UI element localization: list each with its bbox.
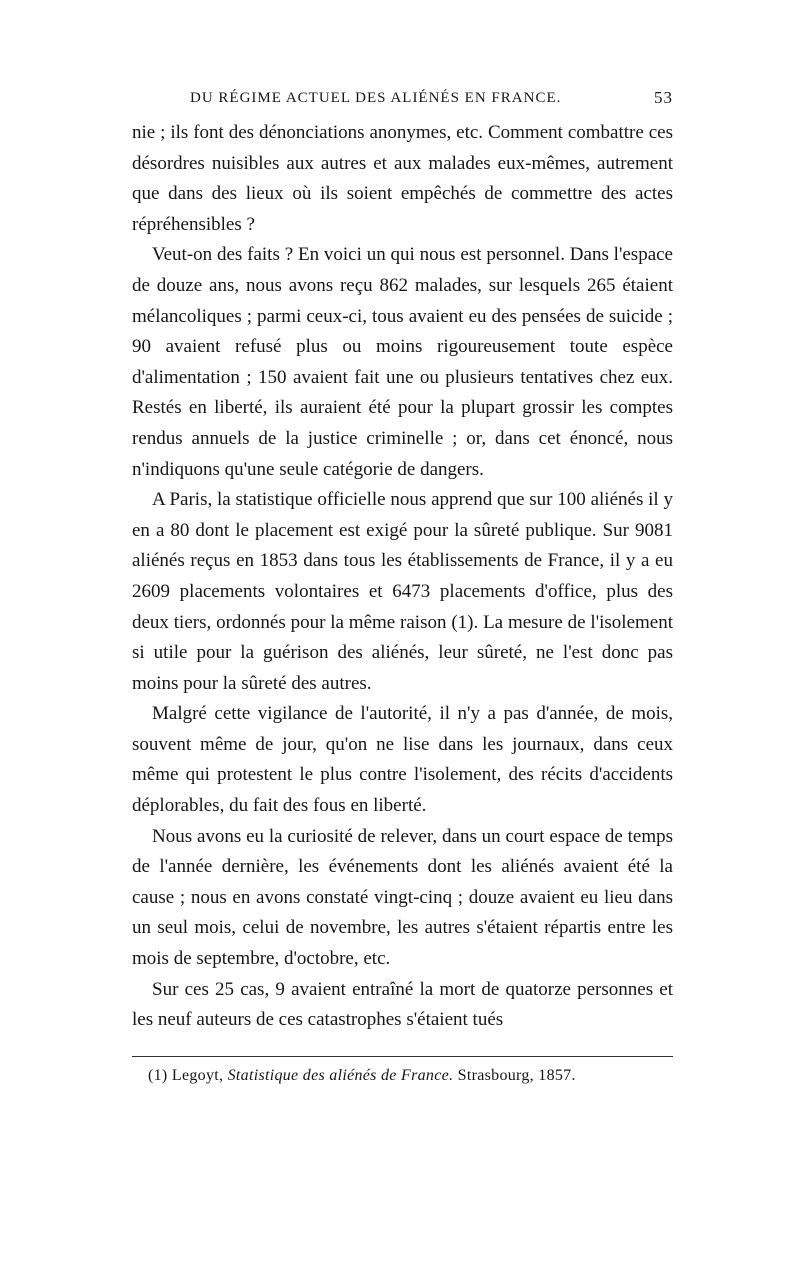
footnote-work-title: Statistique des aliénés de France. [227,1066,454,1084]
page-number: 53 [654,88,673,107]
book-page [132,86,673,1085]
running-title: DU RÉGIME ACTUEL DES ALIÉNÉS EN FRANCE. [190,90,562,106]
paragraph: Veut-on des faits ? En voici un qui nous est personnel. Dans l'espace de douze ans, nous avons reçu 862 malades, sur lesquels 265 étaient mélancoliques ; parmi ceux-ci, tous avaient eu des pensées de suicide ; 90 avaient refusé plus ou moins rigoureusement toute espèce d'alimentation ; 150 avaient fait une ou plusieurs tentatives chez eux. Restés en liberté, ils auraient été pour la plupart grossir les comptes rendus annuels de la justice criminelle ; or, dans cet énoncé, nous n'indiquons qu'une seule catégorie de dangers. [132,244,673,480]
paragraph: Sur ces 25 cas, 9 avaient entraîné la mort de quatorze personnes et les neuf auteurs de ces catastrophes s'étaient tués [132,978,673,1031]
running-head [132,86,673,116]
paragraph: Malgré cette vigilance de l'autorité, il n'y a pas d'année, de mois, souvent même de jour, qu'on ne lise dans les journaux, dans ceux même qui protestent le plus contre l'isolement, des récits d'accidents déplorables, du fait des fous en liberté. [132,703,673,817]
footnote [132,1067,673,1085]
footnote-author: Legoyt, [171,1066,224,1084]
body-text [132,118,673,1036]
paragraph-continuation: nie ; ils font des dénonciations anonymes, etc. Comment combattre ces désordres nuisibles aux autres et aux malades eux-mêmes, autrement que dans des lieux où ils soient empêchés de commettre des actes répréhensibles ? [132,122,673,235]
paragraph: Nous avons eu la curiosité de relever, dans un court espace de temps de l'année dernière, les événements dont les aliénés avaient été la cause ; nous en avons constaté vingt-cinq ; douze avaient eu lieu dans un seul mois, celui de novembre, les autres s'étaient répartis entre les mois de septembre, d'octobre, etc. [132,825,673,970]
paragraph: A Paris, la statistique officielle nous apprend que sur 100 aliénés il y en a 80 dont le placement est exigé pour la sûreté publique. Sur 9081 aliénés reçus en 1853 dans tous les établissements de France, il y a eu 2609 placements volontaires et 6473 placements d'office, plus des deux tiers, ordonnés pour la même raison (1). La mesure de l'isolement si utile pour la guérison des aliénés, leur sûreté, ne l'est donc pas moins pour la sûreté des autres. [132,489,673,694]
footnote-divider [132,1056,673,1057]
footnote-place-date: Strasbourg, 1857. [457,1066,576,1084]
footnote-marker: (1) [148,1066,168,1084]
